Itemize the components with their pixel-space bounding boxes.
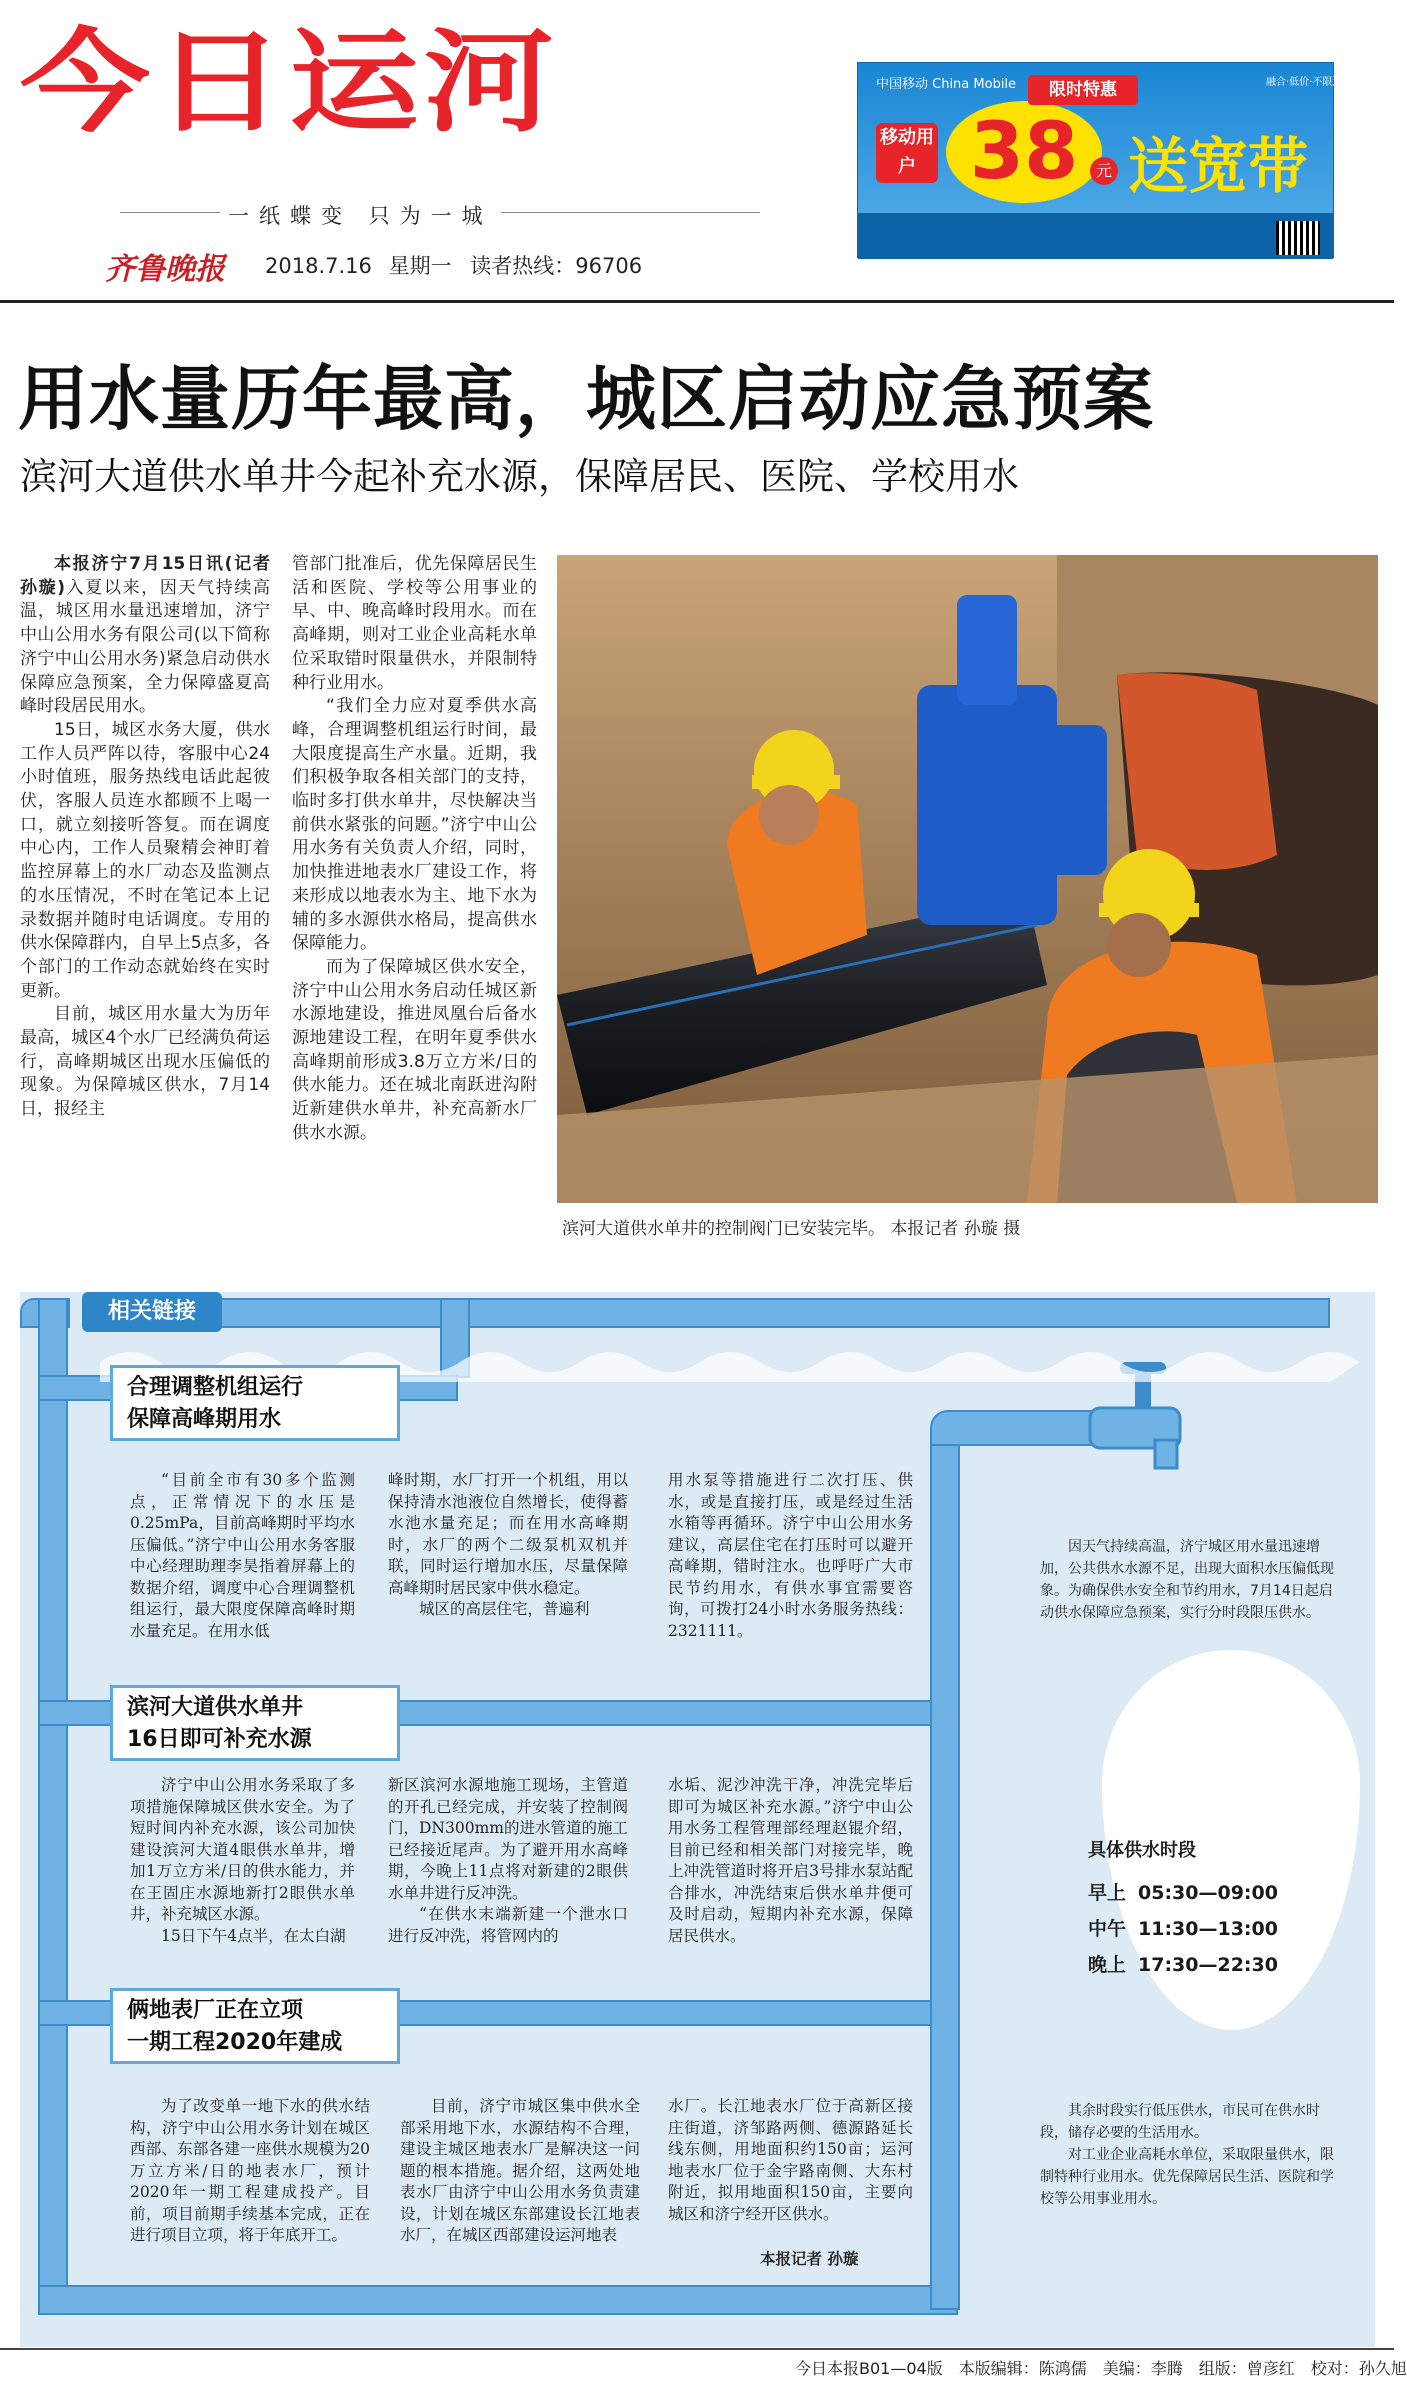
schedule-label: 中午 <box>1088 1918 1127 1940</box>
schedule-time: 11:30—13:00 <box>1138 1918 1278 1940</box>
pipe-segment <box>38 2285 958 2315</box>
schedule-time: 17:30—22:30 <box>1138 1954 1278 1976</box>
dateline <box>265 250 642 280</box>
masthead-title: 今日运河 <box>20 18 559 148</box>
section-3-title-line2: 一期工程2020年建成 <box>127 2030 343 2055</box>
ad-flag: 限时特惠 <box>1028 75 1138 105</box>
section-3-column-1 <box>130 2096 370 2247</box>
schedule-label: 早上 <box>1088 1882 1127 1904</box>
section-1-column-3 <box>668 1470 913 1642</box>
paragraph: 目前，济宁市城区集中供水全部采用地下水，水源结构不合理，建设主城区地表水厂是解决这一问题的根本措施。据介绍，这两处地表水厂由济宁中山公用水务负责建设，计划在城区东部建设长江地表水厂，在城区西部建设运河地表 <box>400 2097 640 2244</box>
paragraph: 水垢、泥沙冲洗干净，冲洗完毕后即可为城区补充水源。”济宁中山公用水务工程管理部经理赵锟介绍，目前已经和相关部门对接完毕，晚上冲洗管道时将开启3号排水泵站配合排水，冲洗结束后供水单井便可及时启动，短期内补充水源，保障居民供水。 <box>668 1776 913 1945</box>
weekday: 星期一 <box>388 254 452 278</box>
paragraph: 新区滨河水源地施工现场，主管道的开孔已经完成，并安装了控制阀门，DN300mm的进水管道的施工已经接近尾声。为了避开用水高峰期，今晚上11点将对新建的2眼供水单井进行反冲洗。 <box>388 1776 628 1902</box>
section-2-column-1 <box>130 1775 355 1947</box>
footer-rule <box>0 2348 1394 2350</box>
section-2-heading <box>110 1685 400 1761</box>
paragraph: “目前全市有30多个监测点，正常情况下的水压是0.25mPa，目前高峰期时平均水压偏低。”济宁中山公用水务客服中心经理助理李昊指着屏幕上的数据介绍，调度中心合理调整机组运行，最大限度保障高峰时期水量充足。在用水低 <box>130 1471 355 1640</box>
reader-hotline: 读者热线：96706 <box>470 254 643 278</box>
side-notice <box>1040 1536 1340 1624</box>
pipe-segment <box>38 1298 68 2298</box>
side-note <box>1040 2100 1340 2210</box>
section-3-column-3 <box>668 2096 913 2225</box>
schedule-time: 05:30—09:00 <box>1138 1882 1278 1904</box>
section-1-title-line2: 保障高峰期用水 <box>127 1407 282 1432</box>
paragraph: 而为了保障城区供水安全，济宁中山公用水务启动任城区新水源地建设，推进凤凰台后备水源地建设工程，在明年夏季供水高峰期前形成3.8万立方米/日的供水能力。还在城北南跃进沟附近新建供水单井，补充高新水厂供水水源。 <box>292 956 537 1143</box>
schedule-row-noon <box>1088 1914 1278 1941</box>
paragraph: 15日下午4点半，在太白湖 <box>161 1926 346 1945</box>
brand-logo: 齐鲁晚报 <box>105 252 225 287</box>
schedule-title: 具体供水时段 <box>1088 1840 1196 1861</box>
section-3-byline: 本报记者 孙璇 <box>760 2249 859 2268</box>
paragraph: 城区的高层住宅，普遍利 <box>419 1600 590 1618</box>
schedule-label: 晚上 <box>1088 1954 1127 1976</box>
ad-operator: 中国移动 China Mobile <box>876 77 1017 92</box>
section-2-column-3 <box>668 1775 913 1947</box>
ad-yuan: 元 <box>1090 157 1118 185</box>
paragraph: 峰时期，水厂打开一个机组，用以保持清水池液位自然增长，使得蓄水池水量充足；而在用水高峰期时，水厂的两个二级泵机双机并联，同时运行增加水压，尽量保障高峰期时居民家中供水稳定。 <box>388 1471 628 1597</box>
article-column-2 <box>292 553 537 1146</box>
paragraph: 15日，城区水务大厦，供水工作人员严阵以待，客服中心24小时值班，服务热线电话此起彼伏，客服人员连水都顾不上喝一口，就立刻接听答复。而在调度中心内，工作人员聚精会神盯着监控屏幕上的水厂动态及监测点的水压情况，不时在笔记本上记录数据并随时电话调度。专用的供水保障群内，自早上5点多，各个部门的工作动态就始终在实时更新。 <box>20 719 270 1001</box>
paragraph: 济宁中山公用水务采取了多项措施保障城区供水安全。为了短时间内补充水源，该公司加快建设滨河大道4眼供水单井，增加1万立方米/日的供水能力，并在王固庄水源地新打2眼供水单井，补充城区水源。 <box>130 1776 355 1923</box>
paragraph: 入夏以来，因天气持续高温，城区用水量迅速增加，济宁中山公用水务有限公司(以下简称济宁中山公用水务)紧急启动供水保障应急预案，全力保障盛夏高峰时段居民用水。 <box>20 577 271 717</box>
page-footer: 今日本报B01—04版 本版编辑：陈鸿儒 美编：李腾 组版：曾彦红 校对：孙久旭 <box>795 2359 1407 2378</box>
pipe-segment <box>220 1298 1330 1328</box>
section-2-column-2 <box>388 1775 628 1947</box>
ad-price: 38 <box>946 101 1102 203</box>
paragraph: “我们全力应对夏季供水高峰，合理调整机组运行时间，最大限度提高生产水量。近期，我们积极争取各相关部门的支持，临时多打供水单井，尽快解决当前供水紧张的问题。”济宁中山公用水务有关负责人介绍，同时，加快推进地表水厂建设工作，将来形成以地表水为主、地下水为辅的多水源供水格局，提高供水保障能力。 <box>292 696 537 954</box>
pipe-segment <box>930 1430 960 2310</box>
paragraph: 管部门批准后，优先保障居民生活和医院、学校等公用事业的早、中、晚高峰时段用水。而在高峰期，则对工业企业高耗水单位采取错时限量供水，并限制特种行业用水。 <box>292 554 537 693</box>
paragraph: 因天气持续高温，济宁城区用水量迅速增加，公共供水水源不足，出现大面积水压偏低现象。为确保供水安全和节约用水，7月14日起启动供水保障应急预案，实行分时段限压供水。 <box>1040 1539 1334 1621</box>
section-2-title-line1: 滨河大道供水单井 <box>127 1695 304 1720</box>
article-subhead: 滨河大道供水单井今起补充水源，保障居民、医院、学校用水 <box>20 455 1019 498</box>
paragraph: 其余时段实行低压供水，市民可在供水时段，储存必要的生活用水。 <box>1040 2103 1320 2141</box>
photo-caption: 滨河大道供水单井的控制阀门已安装完毕。 本报记者 孙璇 摄 <box>562 1219 1021 1239</box>
paragraph: 目前，城区用水量大为历年最高，城区4个水厂已经满负荷运行，高峰期城区出现水压偏低的现象。为保障城区供水，7月14日，报经主 <box>20 1004 270 1120</box>
schedule-row-evening <box>1088 1950 1278 1977</box>
section-1-column-2 <box>388 1470 628 1621</box>
paragraph: 对工业企业高耗水单位，采取限量供水，限制特种行业用水。优先保障居民生活、医院和学校等公用事业用水。 <box>1040 2147 1334 2207</box>
qr-code-icon <box>1276 221 1320 255</box>
article-lead: 本报济宁7月15日讯(记者 孙璇) <box>20 554 270 598</box>
issue-date: 2018.7.16 <box>265 254 372 278</box>
article-column-1 <box>20 553 270 1122</box>
section-3-heading <box>110 1988 400 2064</box>
schedule-row-morning <box>1088 1878 1278 1905</box>
article-photo <box>557 555 1378 1203</box>
paragraph: “在供水末端新建一个泄水口进行反冲洗，将管网内的 <box>388 1905 628 1945</box>
section-3-column-2 <box>400 2096 640 2247</box>
section-2-title-line2: 16日即可补充水源 <box>127 1727 312 1752</box>
section-1-heading <box>110 1365 400 1441</box>
masthead-slogan: 一纸蝶变 只为一城 <box>220 200 501 230</box>
section-1-column-1 <box>130 1470 355 1642</box>
paragraph: 水厂。长江地表水厂位于高新区接庄街道，济邹路两侧、德源路延长线东侧，用地面积约150亩；运河地表水厂位于金宇路南侧、大东村附近，拟用地面积150亩，主要向城区和济宁经开区供水。 <box>668 2097 913 2223</box>
section-3-title-line1: 俩地表厂正在立项 <box>127 1998 304 2023</box>
ad-small-text: 融合·低价·不限速·多终端 <box>1266 77 1376 88</box>
ad-user-tag: 移动用户 <box>876 123 938 183</box>
paragraph: 用水泵等措施进行二次打压、供水，或是直接打压，或是经过生活水箱等再循环。济宁中山公用水务建议，高层住宅在打压时可以避开高峰期，错时注水。也呼吁广大市民节约用水，有供水事宜需要咨询，可拨打24小时水务服务热线：2321111。 <box>668 1471 913 1640</box>
header-rule <box>0 300 1394 303</box>
paragraph: 为了改变单一地下水的供水结构，济宁中山公用水务计划在城区西部、东部各建一座供水规模为20万立方米/日的地表水厂，预计2020年一期工程建成投产。目前，项目前期手续基本完成，正在进行项目立项，将于年底开工。 <box>130 2097 370 2244</box>
advertisement[interactable] <box>857 62 1376 258</box>
ad-product-strip <box>858 213 1333 259</box>
related-links-label: 相关链接 <box>82 1292 222 1332</box>
article-headline: 用水量历年最高，城区启动应急预案 <box>18 358 1154 440</box>
workers-installing-valve-illustration <box>557 555 1378 1203</box>
section-1-title-line1: 合理调整机组运行 <box>127 1375 304 1400</box>
ad-promo: 送宽带 <box>1128 132 1308 202</box>
